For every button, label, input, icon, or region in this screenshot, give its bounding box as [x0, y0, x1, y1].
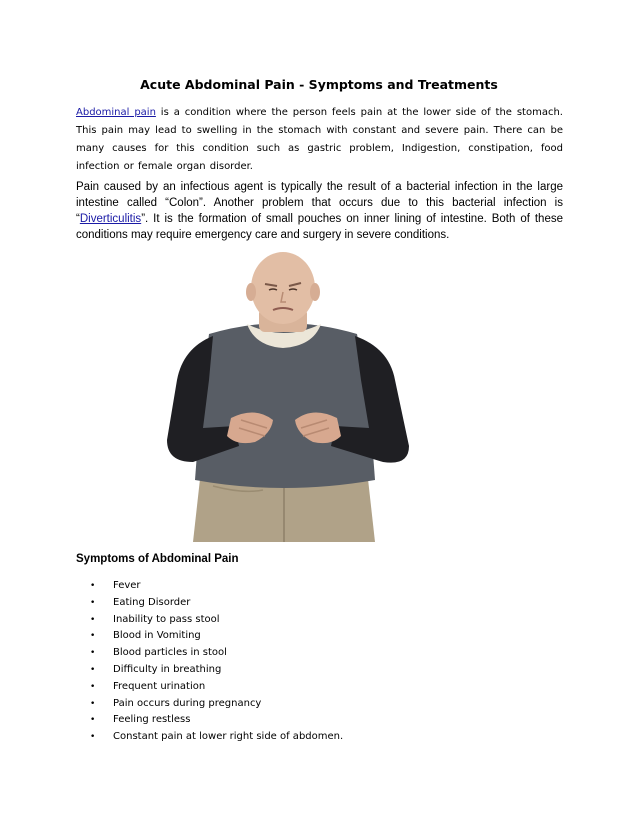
bullet-icon: •	[90, 597, 96, 608]
symptoms-heading: Symptoms of Abdominal Pain	[76, 553, 239, 565]
bullet-icon: •	[90, 648, 96, 659]
page-title: Acute Abdominal Pain - Symptoms and Treatments	[140, 77, 498, 92]
list-item	[90, 729, 343, 746]
bullet-icon: •	[90, 681, 96, 692]
symptom-text: Fever	[113, 580, 141, 591]
symptom-text: Blood particles in stool	[113, 647, 227, 659]
symptom-text: Inability to pass stool	[113, 613, 220, 625]
symptom-text: Blood in Vomiting	[113, 630, 201, 642]
symptom-text: Constant pain at lower right side of abdomen.	[113, 731, 344, 743]
bullet-icon: •	[90, 581, 96, 591]
diverticulitis-link[interactable]: Diverticulitis	[79, 213, 142, 225]
symptom-text: Eating Disorder	[113, 596, 191, 608]
symptom-text: Frequent urination	[113, 680, 206, 692]
list-item	[90, 696, 343, 713]
intro-paragraph-text: is a condition where the person feels pain at the lower side of the stomach. This pain may lead to swelling in the stomach with constant and severe pain. There can be many causes for this condition such as gastric problem, Indigestion, constipation, food infection or female organ disorder.	[76, 107, 563, 172]
bullet-icon: •	[90, 614, 96, 625]
list-item	[90, 662, 343, 679]
symptom-text: Pain occurs during pregnancy	[113, 697, 262, 709]
symptom-text: Difficulty in breathing	[113, 663, 222, 675]
symptoms-list	[90, 578, 343, 746]
abdominal-pain-link[interactable]: Abdominal pain	[76, 107, 156, 118]
infection-paragraph	[76, 179, 563, 243]
bullet-icon: •	[90, 715, 96, 726]
list-item	[90, 679, 343, 696]
man-holding-stomach-photo	[143, 250, 425, 542]
list-item	[90, 645, 343, 662]
intro-paragraph	[76, 104, 563, 176]
infection-paragraph-text-after: ”. It is the formation of small pouches on inner lining of intestine. Both of these conditions may require emergency care and surgery in severe conditions.	[76, 213, 563, 241]
list-item	[90, 628, 343, 645]
list-item	[90, 712, 343, 729]
list-item	[90, 595, 343, 612]
bullet-icon: •	[90, 732, 96, 743]
symptom-text: Feeling restless	[113, 714, 191, 726]
bullet-icon: •	[90, 631, 96, 642]
list-item	[90, 612, 343, 629]
bullet-icon: •	[90, 698, 96, 709]
bullet-icon: •	[90, 664, 96, 675]
list-item	[90, 578, 343, 595]
infection-paragraph-text-before: Pain caused by an infectious agent is typically the result of a bacterial infection in the large intestine called “Colon”. Another problem that occurs due to this bacterial infection is “	[76, 181, 563, 225]
